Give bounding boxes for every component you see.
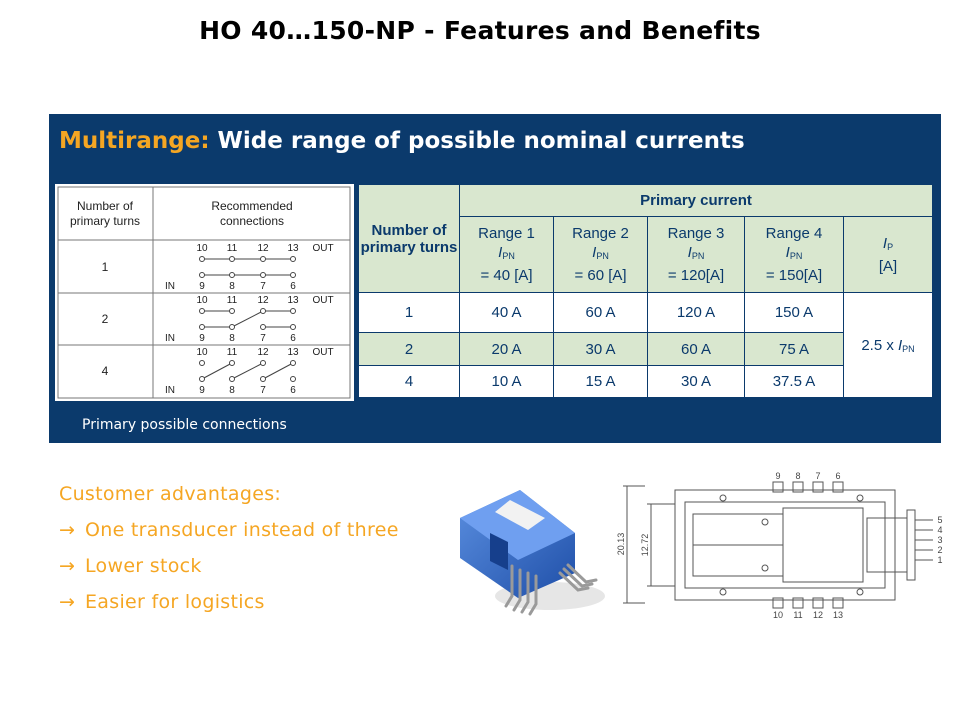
drawing-pin-label: 11: [793, 610, 803, 620]
drawing-pin-label: 2: [937, 545, 943, 555]
pin-label: 11: [226, 243, 238, 254]
col-header-turns: Number of primary turns: [359, 185, 460, 293]
advantage-item: [59, 512, 399, 548]
dimension-inner: 12.72: [640, 533, 650, 557]
advantage-item: [59, 584, 399, 620]
advantage-text: Easier for logistics: [85, 591, 265, 613]
pin-label: 8: [229, 281, 235, 292]
pin-label: 9: [199, 333, 205, 344]
range-value: = 40 [A]: [480, 267, 533, 284]
ip-value-prefix: 2.5 x: [861, 336, 898, 354]
ip-unit: [A]: [878, 257, 898, 275]
current-symbol: I: [882, 234, 888, 252]
pin-label: 13: [287, 347, 299, 358]
pin-label: IN: [165, 385, 175, 396]
range-label: Range 2: [572, 225, 629, 242]
pin-label: 9: [199, 385, 205, 396]
connection-diagram: [55, 184, 354, 401]
current-subscript: PN: [902, 343, 915, 354]
pin-label: 10: [196, 347, 208, 358]
pin-label: 13: [287, 295, 299, 306]
pin-label: 12: [257, 347, 269, 358]
pin-label: OUT: [312, 243, 334, 254]
range-symbol: [745, 243, 843, 266]
current-subscript: PN: [691, 251, 705, 261]
ip-symbol: [844, 234, 932, 257]
conn-header-turns-line1: Number of: [76, 199, 134, 213]
drawing-pin-label: 9: [775, 471, 781, 481]
transducer-technical-drawing: [615, 468, 955, 623]
advantages-heading: Customer advantages:: [59, 483, 282, 505]
arrow-right-icon: →: [59, 519, 76, 541]
panel-title-highlight: Multirange:: [59, 128, 210, 154]
table-cell: 60 A: [648, 333, 745, 366]
range-header: [460, 217, 554, 293]
pin-label: IN: [165, 333, 175, 344]
connections-caption: Primary possible connections: [82, 417, 287, 433]
advantage-text: One transducer instead of three: [85, 519, 399, 541]
current-symbol: I: [592, 244, 597, 261]
range-header: [648, 217, 745, 293]
current-symbol: I: [687, 244, 692, 261]
pin-label: 6: [290, 281, 296, 292]
table-cell: 30 A: [554, 333, 648, 366]
pin-label: 7: [260, 281, 266, 292]
primary-current-header: Primary current: [460, 185, 933, 217]
drawing-pin-label: 4: [937, 525, 943, 535]
pin-label: 12: [257, 295, 269, 306]
conn-row-turns: 2: [101, 312, 109, 326]
pin-label: 9: [199, 281, 205, 292]
table-cell: 120 A: [648, 293, 745, 333]
drawing-pin-label: 8: [795, 471, 801, 481]
drawing-pin-label: 12: [812, 610, 824, 620]
range-label: Range 3: [667, 225, 725, 242]
range-header: [745, 217, 844, 293]
range-value: = 120[A]: [667, 267, 725, 284]
arrow-right-icon: →: [59, 591, 76, 613]
range-label: Range 1: [478, 225, 535, 242]
range-symbol: [554, 243, 647, 266]
table-cell: 60 A: [554, 293, 648, 333]
current-subscript: PN: [596, 251, 609, 261]
drawing-pin-label: 7: [815, 471, 821, 481]
drawing-pin-label: 6: [835, 471, 841, 481]
pin-label: 13: [287, 243, 299, 254]
drawing-pin-label: 10: [772, 610, 784, 620]
conn-header-conn-line2: connections: [219, 214, 285, 228]
advantage-text: Lower stock: [85, 555, 202, 577]
pin-label: 11: [226, 295, 238, 306]
current-symbol: I: [498, 244, 503, 261]
customer-advantages: [59, 476, 399, 620]
row-turns: 1: [359, 293, 460, 333]
table-cell: 40 A: [460, 293, 554, 333]
table-cell: 75 A: [745, 333, 844, 366]
conn-header-conn-line1: Recommended: [211, 199, 293, 213]
table-cell: 10 A: [460, 366, 554, 398]
pin-label: 10: [196, 295, 208, 306]
pin-label: 6: [290, 385, 296, 396]
table-cell: 20 A: [460, 333, 554, 366]
pin-label: 8: [229, 385, 235, 396]
pin-label: 12: [257, 243, 269, 254]
connection-diagram-svg: [55, 184, 354, 401]
pin-label: 7: [260, 385, 266, 396]
multirange-panel: [49, 114, 941, 443]
range-label: Range 4: [765, 225, 823, 242]
arrow-right-icon: →: [59, 555, 76, 577]
dimension-outer: 20.13: [616, 532, 626, 556]
conn-row-turns: 4: [101, 364, 109, 378]
drawing-pin-label: 5: [937, 515, 943, 525]
pin-label: 6: [290, 333, 296, 344]
current-subscript: PN: [502, 251, 515, 261]
drawing-pin-label: 13: [832, 610, 844, 620]
range-value: = 150[A]: [765, 267, 823, 284]
drawing-pin-label: 3: [937, 535, 943, 545]
panel-title: [59, 128, 745, 154]
panel-title-text: Wide range of possible nominal currents: [209, 128, 745, 154]
pin-label: 11: [226, 347, 238, 358]
table-cell: 150 A: [745, 293, 844, 333]
row-turns: 2: [359, 333, 460, 366]
ip-header: [844, 217, 933, 293]
current-symbol: I: [785, 244, 790, 261]
ip-value: [844, 293, 933, 398]
current-subscript: PN: [789, 251, 803, 261]
primary-current-table: [358, 184, 933, 398]
transducer-product-image: [450, 478, 615, 628]
conn-row-turns: 1: [101, 260, 109, 274]
current-subscript: P: [887, 241, 894, 252]
conn-header-turns-line2: primary turns: [69, 214, 141, 228]
advantage-item: [59, 548, 399, 584]
slide-title: HO 40…150-NP - Features and Benefits: [199, 16, 761, 45]
range-value: = 60 [A]: [574, 267, 627, 284]
pin-label: OUT: [312, 347, 334, 358]
row-turns: 4: [359, 366, 460, 398]
pin-label: 10: [196, 243, 208, 254]
range-header: [554, 217, 648, 293]
range-symbol: [648, 243, 744, 266]
pin-label: 8: [229, 333, 235, 344]
current-symbol: I: [898, 336, 903, 354]
pin-label: 7: [260, 333, 266, 344]
table-cell: 30 A: [648, 366, 745, 398]
drawing-pin-label: 1: [937, 555, 943, 565]
table-cell: 15 A: [554, 366, 648, 398]
pin-label: OUT: [312, 295, 334, 306]
table-cell: 37.5 A: [745, 366, 844, 398]
pin-label: IN: [165, 281, 175, 292]
range-symbol: [460, 243, 553, 266]
